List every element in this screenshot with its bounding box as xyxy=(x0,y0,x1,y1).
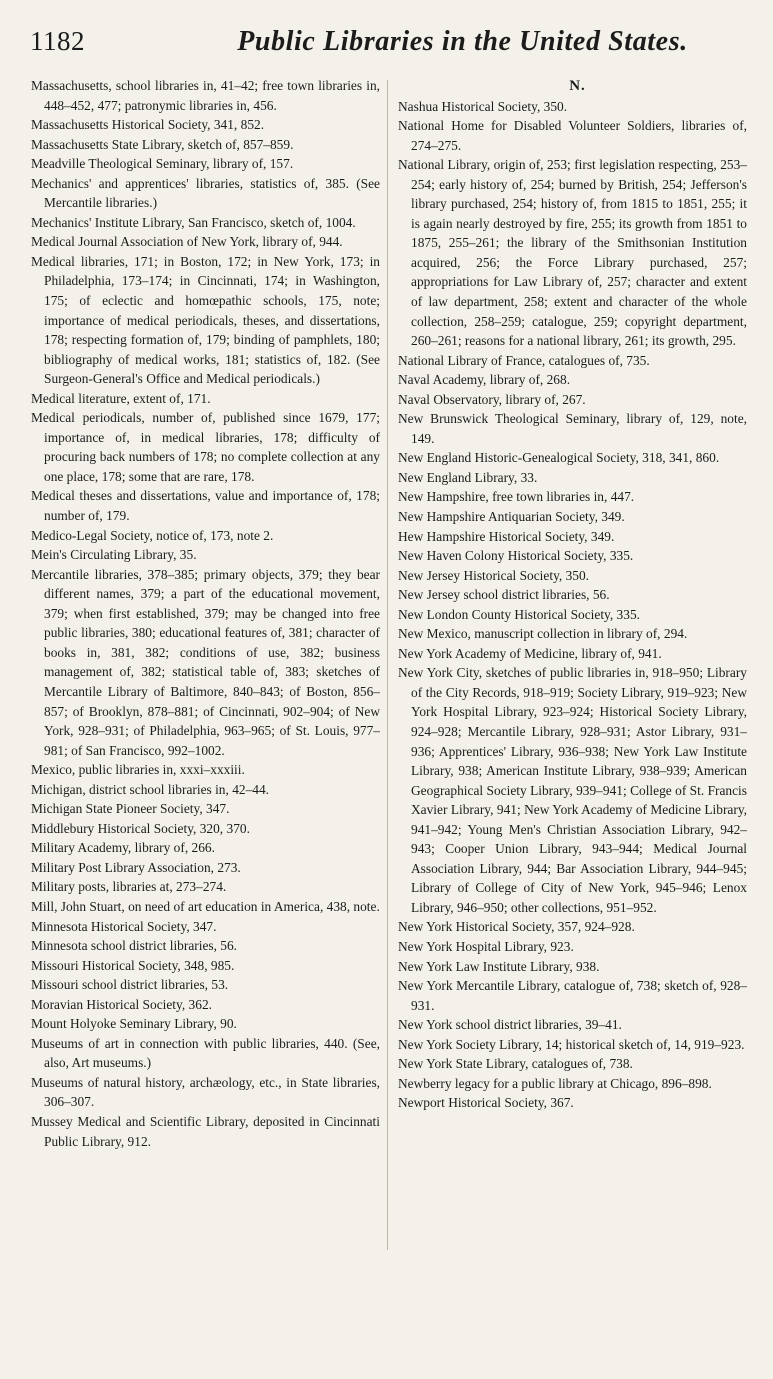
index-entry: New York Hospital Library, 923. xyxy=(398,939,574,955)
index-entry: New Mexico, manuscript collection in library of, 294. xyxy=(398,626,688,642)
section-letter: N. xyxy=(569,78,586,94)
index-entry: Nashua Historical Society, 350. xyxy=(398,98,568,114)
index-entry: New Haven Colony Historical Society, 335. xyxy=(398,548,634,564)
index-entry: Mercantile libraries, 378–385; primary objects, 379; they bear different names, 379; a part of the educational movement, 379; when first established, 379; may be changed into free public libraries, 380; educational features of, 381; character of books in, 381, 382; conditions of use, 382; business management of, 382; statistical table of, 383; sketches of Mercantile Library of Baltimore, 840–843; of Boston, 856–857; of Brooklyn, 878–881; of Cincinnati, 902–904; of New York, 928–931; of Philadelphia, 963–965; of St. Louis, 977–981; of San Francisco, 992–1002. xyxy=(31,566,380,758)
right-column xyxy=(398,77,747,1113)
index-entry: New York school district libraries, 39–41. xyxy=(398,1017,622,1033)
index-entry: Massachusetts State Library, sketch of, 857–859. xyxy=(31,136,294,152)
index-entry: New London County Historical Society, 335. xyxy=(398,606,640,622)
index-entry: Mount Holyoke Seminary Library, 90. xyxy=(31,1016,237,1032)
index-entry: Medical periodicals, number of, published since 1679, 177; importance of, in medical libraries, 178; difficulty of procuring back numbers of 178; no complete collection at any one place, 178; some that are rare, 178. xyxy=(31,410,380,484)
index-entry: New York Mercantile Library, catalogue of, 738; sketch of, 928–931. xyxy=(398,978,747,1013)
index-entry: Mussey Medical and Scientific Library, deposited in Cincinnati Public Library, 912. xyxy=(31,1113,380,1149)
index-entry: Naval Observatory, library of, 267. xyxy=(398,391,586,407)
index-entry: Missouri Historical Society, 348, 985. xyxy=(31,957,235,973)
index-entry: Minnesota school district libraries, 56. xyxy=(31,938,238,954)
index-entry: Naval Academy, library of, 268. xyxy=(398,372,571,388)
index-entry: Medical literature, extent of, 171. xyxy=(31,390,211,406)
index-entry: Mein's Circulating Library, 35. xyxy=(31,547,197,563)
index-entry: National Library, origin of, 253; first legislation respecting, 253–254; early history of, 254; burned by British, 254; Jefferson's library purchased, 254; history of, from 1815 to 1851, 255; it is again nearly destroyed by fire, 255; its growth from 1851 to 1875, 255–261; the library of the Smithsonian Institution acquired, 256; the Force Library purchased, 257; appropriations for Law Library of, 257; character and extent of law department, 258; extent and character of the whole collection, 258–259; catalogue, 259; copyright department, 260–261; reasons for a national library, 261; its growth, 295. xyxy=(398,157,747,349)
index-entry: New England Library, 33. xyxy=(398,469,538,485)
left-column xyxy=(31,76,380,1151)
index-entry: New England Historic-Genealogical Society, 318, 341, 860. xyxy=(398,450,720,466)
index-entry: Meadville Theological Seminary, library of, 157. xyxy=(31,156,294,172)
index-entry: Medico-Legal Society, notice of, 173, note 2. xyxy=(31,527,274,543)
index-entry: New York Society Library, 14; historical sketch of, 14, 919–923. xyxy=(398,1036,745,1052)
index-entry: Massachusetts Historical Society, 341, 852. xyxy=(31,117,265,133)
index-entry: Medical Journal Association of New York, library of, 944. xyxy=(31,234,343,250)
running-title: Public Libraries in the United States. xyxy=(237,26,688,57)
index-entry: New York State Library, catalogues of, 738. xyxy=(398,1056,633,1072)
index-entry: New York City, sketches of public libraries in, 918–950; Library of the City Records, 918–919; Society Library, 919–923; New York Hospital Library, 923–924; Historical Society Library, 924–928; Mercantile Library, 928–931; Astor Library, 931–936; Apprentices' Library, 936–938; New York Law Institute Library, 938; American Institute Library, 938–939; American Geographical Society Library, 939–941; College of St. Francis Xavier Library, 941; New York Academy of Medicine Library, 941–942; Young Men's Christian Association Library, 942–943; Cooper Union Library, 943–944; Medical Journal Association Library, 944; Bar Association Library, 944–945; Library of College of City of New York, 945–946; Lenox Library, 946–950; other collections, 951–952. xyxy=(398,665,747,915)
index-entry: Middlebury Historical Society, 320, 370. xyxy=(31,820,250,836)
index-entry: Hew Hampshire Historical Society, 349. xyxy=(398,528,615,544)
index-entry: New Hampshire Antiquarian Society, 349. xyxy=(398,508,625,524)
index-entry: Military posts, libraries at, 273–274. xyxy=(31,879,227,895)
column-divider xyxy=(387,80,388,1250)
index-entry: Medical theses and dissertations, value and importance of, 178; number of, 179. xyxy=(31,488,380,524)
index-entry: New York Academy of Medicine, library of, 941. xyxy=(398,645,662,661)
index-entry: Michigan State Pioneer Society, 347. xyxy=(31,801,230,817)
index-entry: Museums of art in connection with public libraries, 440. (See, also, Art museums.) xyxy=(31,1035,380,1071)
index-entry: New Jersey Historical Society, 350. xyxy=(398,567,590,583)
index-entry: National Home for Disabled Volunteer Soldiers, libraries of, 274–275. xyxy=(398,118,747,153)
page-number: 1182 xyxy=(30,26,85,56)
index-entry: Michigan, district school libraries in, 42–44. xyxy=(31,781,270,797)
index-entry: Military Post Library Association, 273. xyxy=(31,859,241,875)
index-entry: Massachusetts, school libraries in, 41–42; free town libraries in, 448–452, 477; patronymic libraries in, 456. xyxy=(31,78,380,113)
index-entry: Medical libraries, 171; in Boston, 172; in New York, 173; in Philadelphia, 173–174; in Cincinnati, 174; in Washington, 175; of eclectic and homœpathic schools, 175, note; importance of medical periodicals, theses, and dissertations, 178; respecting formation of, 179; binding of pamphlets, 180; bibliography of medical works, 181; statistics of, 182. (See Surgeon-General's Office and Medical periodicals.) xyxy=(31,253,380,387)
right-entries xyxy=(398,97,747,1113)
index-entry: Newberry legacy for a public library at Chicago, 896–898. xyxy=(398,1075,712,1091)
index-entry: Missouri school district libraries, 53. xyxy=(31,977,229,993)
index-entry: National Library of France, catalogues of, 735. xyxy=(398,352,650,368)
index-entry: Moravian Historical Society, 362. xyxy=(31,996,212,1012)
index-entry: New York Historical Society, 357, 924–928. xyxy=(398,919,635,935)
index-entry: Museums of natural history, archæology, etc., in State libraries, 306–307. xyxy=(31,1074,380,1110)
index-entry: Mechanics' Institute Library, San Francisco, sketch of, 1004. xyxy=(31,214,356,230)
index-entry: Minnesota Historical Society, 347. xyxy=(31,918,217,934)
page-header xyxy=(30,26,750,66)
index-entry: New Hampshire, free town libraries in, 447. xyxy=(398,489,635,505)
index-entry: New York Law Institute Library, 938. xyxy=(398,958,600,974)
index-entry: New Brunswick Theological Seminary, library of, 129, note, 149. xyxy=(398,411,747,446)
index-entry: Newport Historical Society, 367. xyxy=(398,1095,574,1111)
index-entry: Mechanics' and apprentices' libraries, statistics of, 385. (See Mercantile libraries.) xyxy=(31,175,380,211)
index-entry: Mill, John Stuart, on need of art education in America, 438, note. xyxy=(31,898,380,914)
index-entry: New Jersey school district libraries, 56. xyxy=(398,587,610,603)
index-entry: Mexico, public libraries in, xxxi–xxxiii. xyxy=(31,762,245,778)
index-entry: Military Academy, library of, 266. xyxy=(31,840,215,856)
